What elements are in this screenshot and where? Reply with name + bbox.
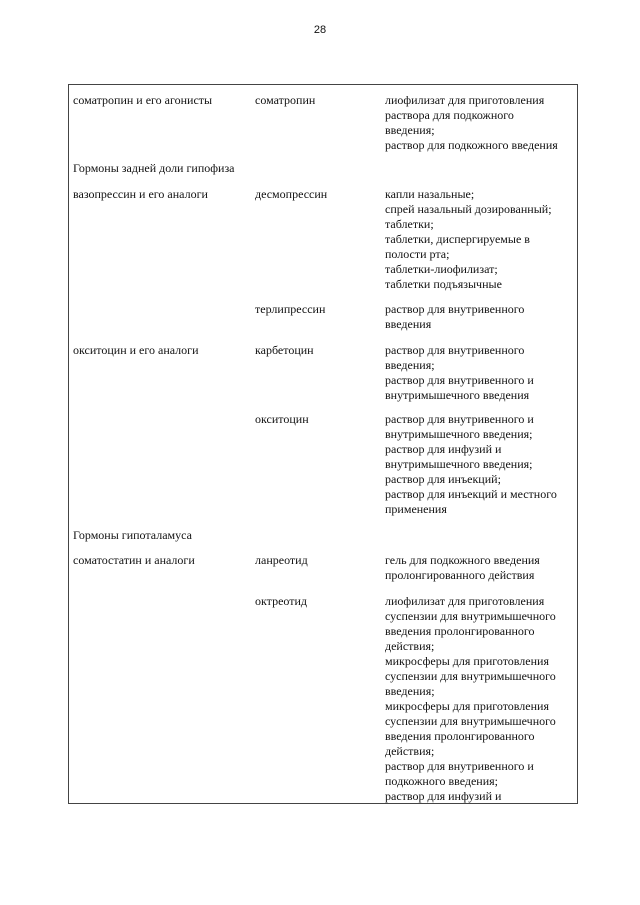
- section-heading: Гормоны задней доли гипофиза: [73, 161, 235, 175]
- group-cell: окситоцин и его аналоги: [73, 343, 199, 357]
- forms-cell: раствор для внутривенного введения: [385, 302, 525, 331]
- drug-table: [68, 84, 578, 804]
- forms-cell: гель для подкожного введения пролонгированного действия: [385, 553, 540, 582]
- forms-cell: лиофилизат для приготовления раствора для подкожного введения; раствор для подкожного введения: [385, 93, 558, 152]
- forms-cell: капли назальные; спрей назальный дозированный; таблетки; таблетки, диспергируемые в полости рта; таблетки-лиофилизат; таблетки подъязычные: [385, 187, 552, 291]
- drug-cell: окситоцин: [255, 412, 309, 426]
- forms-cell: раствор для внутривенного и внутримышечного введения; раствор для инфузий и внутримышечного введения; раствор для инъекций; раствор для инъекций и местного применения: [385, 412, 557, 516]
- group-cell: вазопрессин и его аналоги: [73, 187, 208, 201]
- page-number: 28: [313, 24, 327, 36]
- group-cell: соматостатин и аналоги: [73, 553, 195, 567]
- group-cell: соматропин и его агонисты: [73, 93, 213, 107]
- drug-cell: терлипрессин: [255, 302, 326, 316]
- forms-cell: лиофилизат для приготовления суспензии для внутримышечного введения пролонгированного действия; микросферы для приготовления суспензии для внутримышечного введения; микросферы для приготовления суспензии для внутримышечного введения пролонгированного действия; раствор для внутривенного и подкожного введения; раствор для инфузий и: [385, 594, 556, 803]
- drug-cell: десмопрессин: [255, 187, 328, 201]
- drug-cell: карбетоцин: [255, 343, 314, 357]
- drug-cell: ланреотид: [255, 553, 308, 567]
- drug-cell: октреотид: [255, 594, 308, 608]
- forms-cell: раствор для внутривенного введения; раствор для внутривенного и внутримышечного введения: [385, 343, 534, 402]
- section-heading: Гормоны гипоталамуса: [73, 528, 192, 542]
- drug-cell: соматропин: [255, 93, 316, 107]
